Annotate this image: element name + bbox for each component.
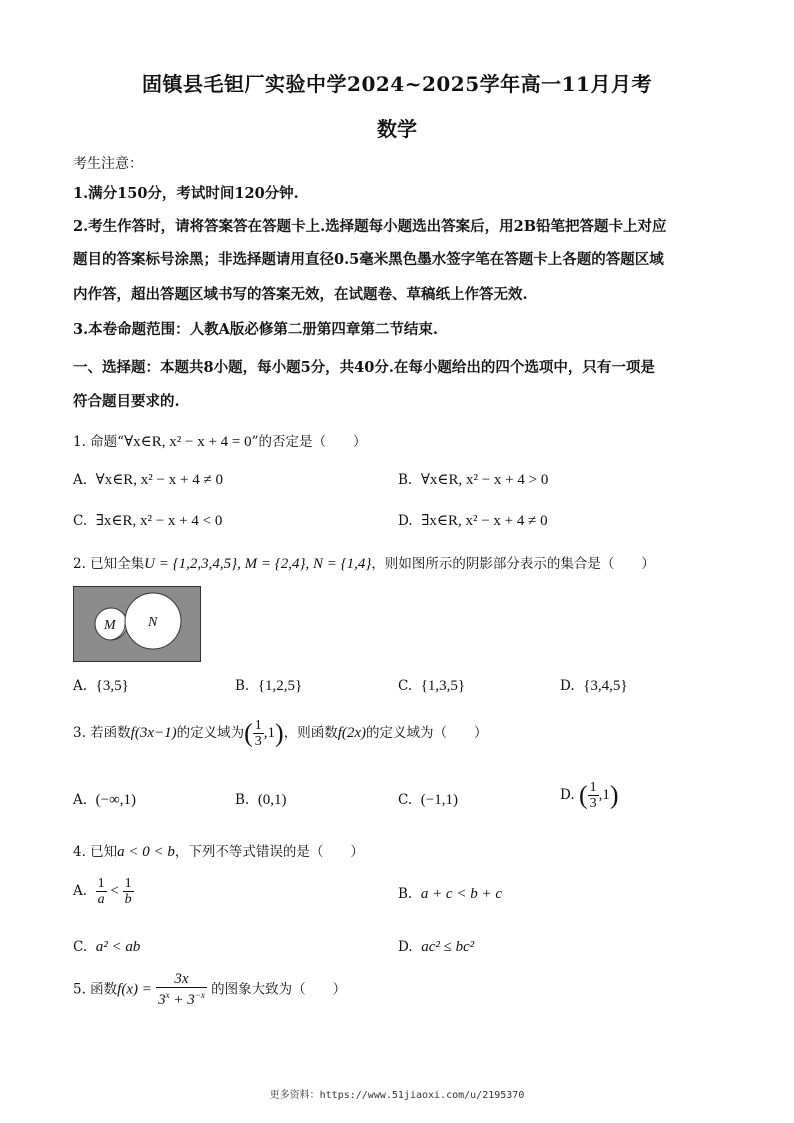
question-3-option-b[interactable]: B. (0,1): [235, 792, 287, 808]
venn-label-n: N: [148, 615, 158, 630]
question-1-math: ∀x∈R, x² − x + 4 = 0: [124, 434, 252, 450]
question-1-option-c[interactable]: C. ∃x∈R, x² − x + 4 < 0: [73, 513, 223, 529]
question-1-option-d[interactable]: D. ∃x∈R, x² − x + 4 ≠ 0: [398, 513, 548, 529]
question-3-option-d[interactable]: D. ( $\frac{1}{3}$ ,1): [560, 780, 619, 811]
section-line-2: 符合题目要求的.: [73, 393, 180, 410]
note-line-2: 2.考生作答时，请将答案答在答题卡上.选择题每小题选出答案后，用2B铅笔把答题卡上对应: [73, 218, 667, 235]
question-1-option-a[interactable]: A. ∀x∈R, x² − x + 4 ≠ 0: [73, 472, 223, 488]
note-line-3: 题目的答案标号涂黑；非选择题请用直径0.5毫米黑色墨水签字笔在答题卡上各题的答题区域: [73, 251, 664, 268]
question-1-option-b[interactable]: B. ∀x∈R, x² − x + 4 > 0: [398, 472, 549, 488]
question-3-option-a[interactable]: A. (−∞,1): [73, 792, 137, 808]
footer-link[interactable]: 更多资料：https://www.51jiaoxi.com/u/2195370: [269, 1090, 525, 1101]
venn-label-m: M: [104, 618, 116, 633]
fraction-one-third: $\frac{1}{3}$: [254, 718, 262, 749]
question-5-fraction: $\frac{3x}{3^x + 3^{-x}}$: [158, 971, 205, 1008]
venn-diagram: [73, 586, 201, 662]
question-2-option-d[interactable]: D. {3,4,5}: [560, 678, 628, 694]
note-line-4: 内作答，超出答题区域书写的答案无效，在试题卷、草稿纸上作答无效.: [73, 286, 528, 303]
question-3-option-c[interactable]: C. (−1,1): [398, 792, 458, 808]
question-4-stem: 4. 已知a < 0 < b，下列不等式错误的是（ ）: [73, 844, 364, 860]
question-2-stem: 2. 已知全集U = {1,2,3,4,5}, M = {2,4}, N = {1,4}，则如图所示的阴影部分表示的集合是（ ）: [73, 556, 655, 572]
question-1-stem: 1. 命题“∀x∈R, x² − x + 4 = 0”的否定是（ ）: [73, 434, 367, 450]
question-2-option-a[interactable]: A. {3,5}: [73, 678, 129, 694]
question-2-sets: U = {1,2,3,4,5}, M = {2,4}, N = {1,4}: [144, 556, 372, 572]
question-5-stem: 5. 函数f(x) = $\frac{3x}{3^x + 3^{-x}}$ 的图象大致为（ ）: [73, 971, 347, 1008]
question-2-option-b[interactable]: B. {1,2,5}: [235, 678, 303, 694]
note-line-1: 1.满分150分，考试时间120分钟.: [73, 185, 299, 202]
exam-subject: 数学: [377, 117, 417, 141]
question-4-option-c[interactable]: C. a² < ab: [73, 939, 141, 955]
note-line-5: 3.本卷命题范围：人教A版必修第二册第四章第二节结束.: [73, 321, 438, 338]
question-4-option-d[interactable]: D. ac² ≤ bc²: [398, 939, 475, 955]
question-2-option-c[interactable]: C. {1,3,5}: [398, 678, 466, 694]
question-4-option-a[interactable]: A. $\frac{1}{a}$ < $\frac{1}{b}$: [73, 876, 132, 907]
exam-title: 固镇县毛钽厂实验中学2024~2025学年高一11月月考: [142, 72, 652, 96]
question-3-stem: 3. 若函数f(3x−1)的定义域为( $\frac{1}{3}$ ,1)，则函数f(2x)的定义域为（ ）: [73, 718, 488, 749]
section-line-1: 一、选择题：本题共8小题，每小题5分，共40分.在每小题给出的四个选项中，只有一项是: [73, 359, 655, 376]
notes-heading: 考生注意：: [73, 156, 143, 172]
question-4-option-b[interactable]: B. a + c < b + c: [398, 886, 502, 902]
